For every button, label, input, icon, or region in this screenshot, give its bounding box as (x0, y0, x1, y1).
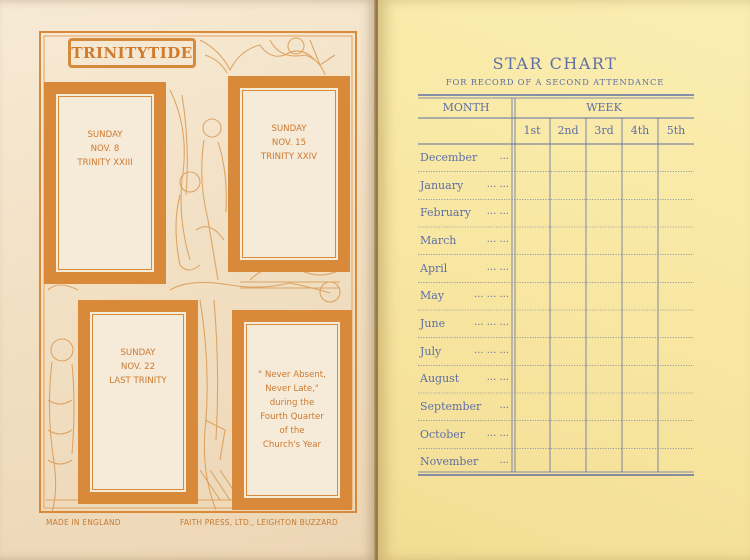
month-leader-dots: ... ... ... (474, 344, 509, 356)
month-column-header: MONTH (442, 101, 490, 114)
panel-text-line: SUNDAY (120, 348, 156, 358)
month-label-february: February (420, 206, 471, 220)
month-label-november: November (420, 455, 479, 469)
panel-text-line: during the (269, 398, 315, 408)
month-leader-dots: ... (499, 399, 509, 411)
month-label-december: December (420, 150, 478, 164)
never-absent-panel (232, 310, 352, 510)
panel-text-line: of the (279, 426, 305, 436)
week-column-header: WEEK (586, 101, 622, 114)
month-leader-dots: ... ... (486, 233, 509, 245)
month-leader-dots: ... ... (486, 427, 509, 439)
panel-text-line: LAST TRINITY (109, 376, 167, 386)
panel-text-line: NOV. 8 (90, 144, 120, 154)
month-leader-dots: ... (499, 455, 509, 467)
week-2-header: 2nd (557, 124, 579, 137)
month-label-may: May (420, 289, 445, 303)
month-leader-dots: ... ... (486, 372, 509, 384)
star-chart-subtitle: FOR RECORD OF A SECOND ATTENDANCE (445, 77, 665, 87)
month-label-october: October (420, 427, 466, 441)
publisher-footer: FAITH PRESS, LTD., LEIGHTON BUZZARD (180, 518, 338, 527)
month-label-april: April (420, 261, 448, 275)
star-chart-table (418, 94, 694, 476)
week-5-header: 5th (666, 124, 686, 137)
panel-text-line: Church's Year (262, 440, 322, 450)
panel-text-line: Never Late," (265, 384, 319, 394)
panel-text-line: Fourth Quarter (260, 412, 324, 422)
month-label-january: January (420, 178, 464, 192)
sunday-panel-nov-22 (78, 300, 198, 504)
month-label-march: March (420, 233, 457, 247)
trinitytide-banner: TRINITYTIDE (68, 38, 196, 68)
month-label-july: July (420, 344, 442, 358)
panel-text-line: NOV. 15 (271, 138, 307, 148)
made-in-england-footer: MADE IN ENGLAND (46, 518, 121, 527)
month-leader-dots: ... ... (486, 178, 509, 190)
month-leader-dots: ... ... ... (474, 316, 509, 328)
panel-text-line: TRINITY XXIII (77, 158, 133, 168)
week-4-header: 4th (630, 124, 650, 137)
month-leader-dots: ... ... (486, 206, 509, 218)
sunday-panel-nov-8 (44, 82, 166, 284)
panel-text-line: " Never Absent, (258, 370, 326, 380)
month-leader-dots: ... ... ... (474, 289, 509, 301)
panel-text-line: TRINITY XXIV (260, 152, 318, 162)
week-3-header: 3rd (594, 124, 614, 137)
panel-text-line: NOV. 22 (120, 362, 156, 372)
sunday-panel-nov-15 (228, 76, 350, 272)
week-1-header: 1st (523, 124, 541, 137)
month-leader-dots: ... (499, 150, 509, 162)
panel-text-line: SUNDAY (271, 124, 307, 134)
month-label-august: August (420, 372, 460, 386)
month-label-june: June (420, 316, 446, 330)
month-leader-dots: ... ... (486, 261, 509, 273)
panel-text-line: SUNDAY (87, 130, 123, 140)
star-chart-title: STAR CHART (492, 54, 618, 73)
month-label-september: September (420, 399, 482, 413)
